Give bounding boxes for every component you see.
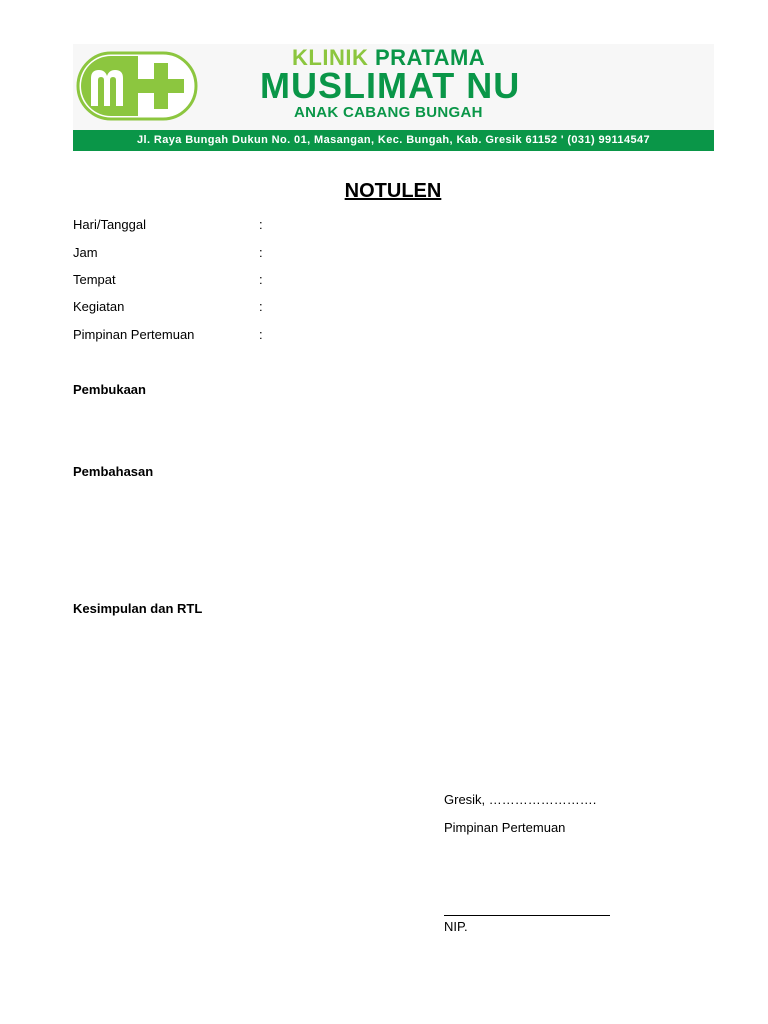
clinic-name-block [260,46,540,122]
field-label: Pimpinan Pertemuan [73,327,195,342]
field-label: Jam [73,245,98,260]
section-pembahasan: Pembahasan [73,464,154,479]
field-separator: : [259,272,263,287]
document-title: NOTULEN [344,180,442,202]
field-separator: : [259,327,263,342]
clinic-name-klinik: KLINIK [292,45,369,70]
signature-role: Pimpinan Pertemuan [444,820,566,835]
address-bar: Jl. Raya Bungah Dukun No. 01, Masangan, Kec. Bungah, Kab. Gresik 61152 ' (031) 99114547 [73,130,714,151]
field-jam [73,245,373,263]
signature-place-date: Gresik, ……………………. [444,792,597,807]
field-hari-tanggal [73,217,373,235]
field-label: Hari/Tanggal [73,217,146,232]
field-label: Tempat [73,272,116,287]
clinic-name-line3: ANAK CABANG BUNGAH [294,104,483,121]
section-pembukaan: Pembukaan [73,382,146,397]
field-tempat [73,272,373,290]
clinic-name-pratama: PRATAMA [374,45,486,70]
field-separator: : [259,217,263,232]
field-pimpinan [73,327,373,345]
field-separator: : [259,245,263,260]
clinic-name-line2: MUSLIMAT NU [260,65,521,106]
m-plus-logo-icon [76,50,200,122]
field-separator: : [259,299,263,314]
signature-nip: NIP. [444,919,468,934]
field-kegiatan [73,299,373,317]
field-label: Kegiatan [73,299,125,314]
signature-line [444,915,610,916]
section-kesimpulan: Kesimpulan dan RTL [73,601,203,616]
